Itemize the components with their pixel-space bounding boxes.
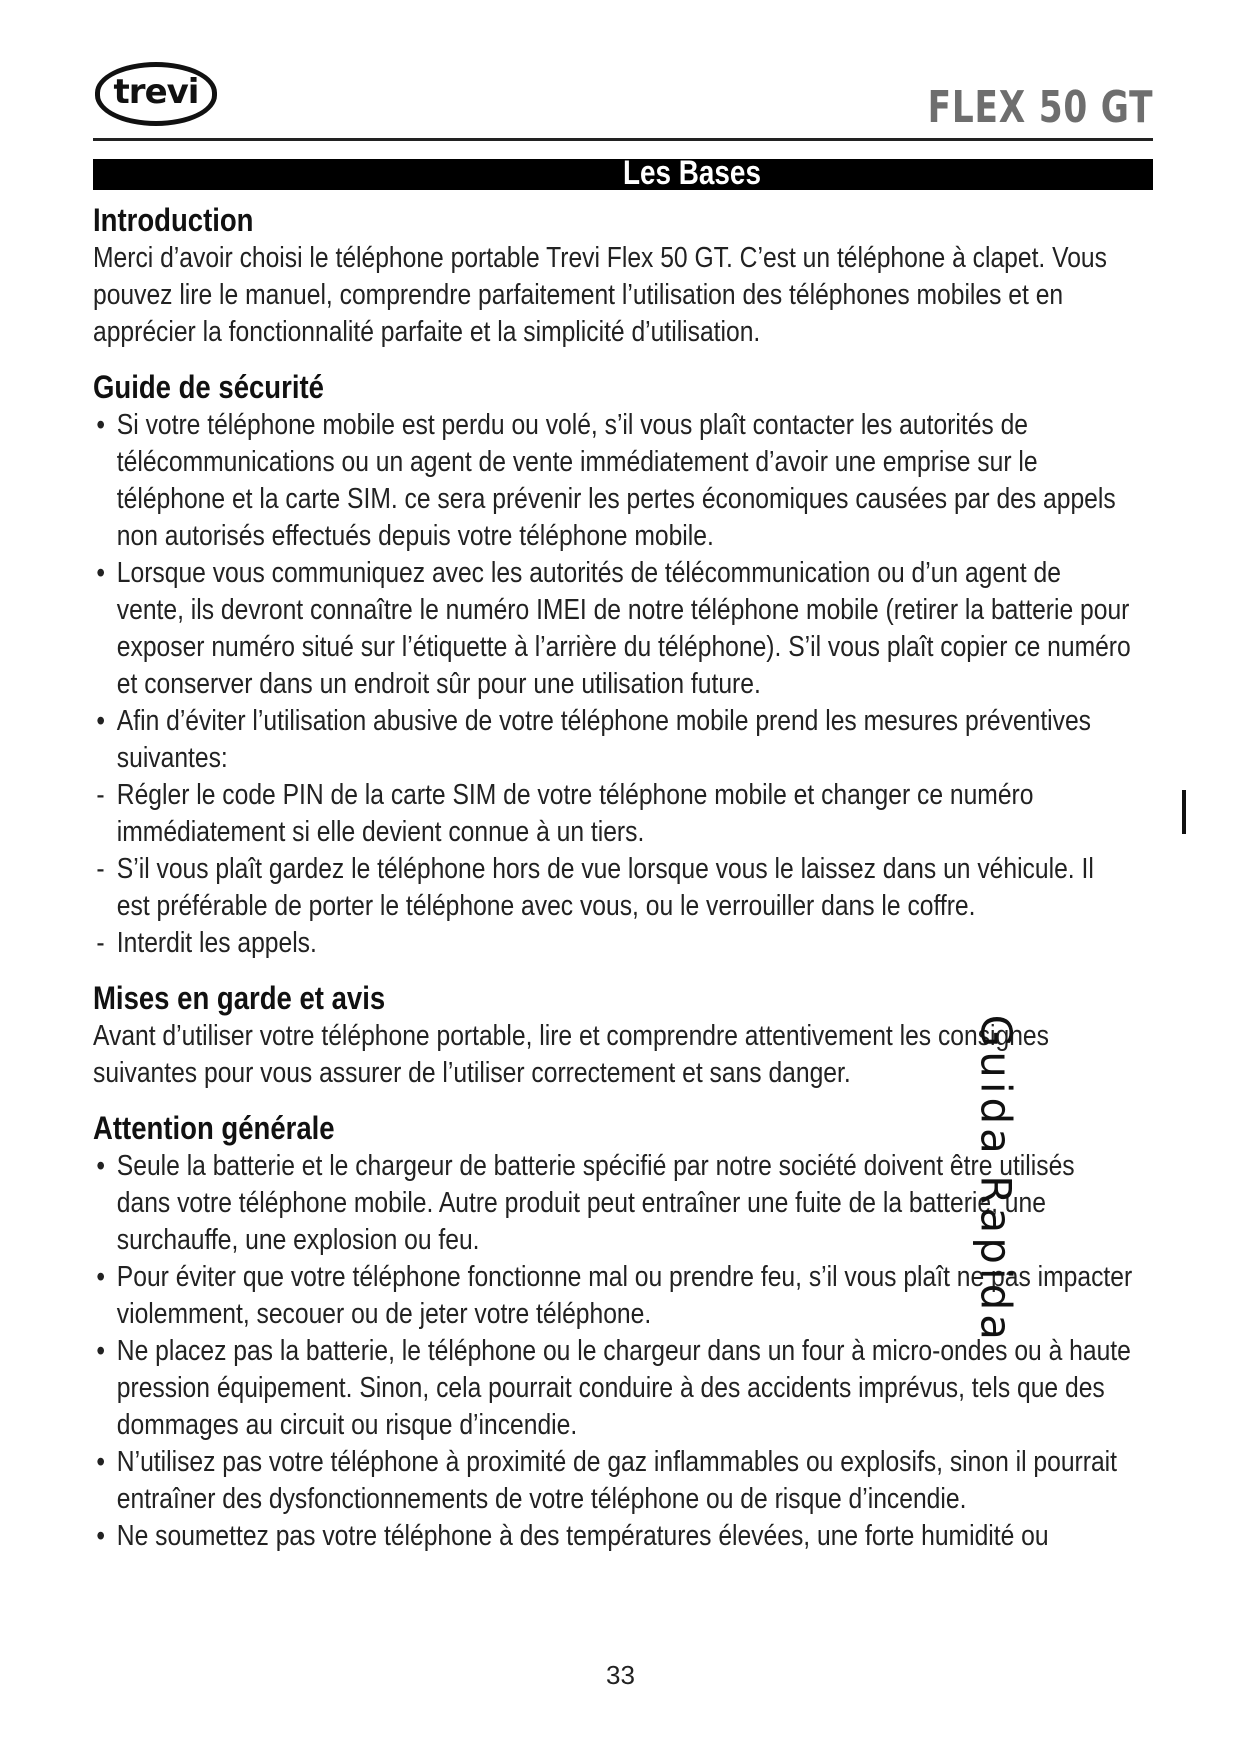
list-item-text: Ne soumettez pas votre téléphone à des températures élevées, une forte humidité ou [116,1520,1049,1552]
list-marker: • [96,409,106,441]
list-marker: • [96,1335,106,1367]
section-banner [93,154,1153,192]
page-number: 33 [606,1660,635,1690]
list-item [93,1333,1133,1444]
section [93,367,1133,962]
list-marker: • [96,557,106,589]
list-marker: - [96,853,105,885]
list-item [93,925,1133,962]
side-tab [971,790,1215,1344]
list-item-text: Ne placez pas la batterie, le téléphone ou le chargeur dans un four à micro-ondes ou à haute pression équipement. Sinon, cela pourrait conduire à des accidents imprévus, tels que des dommages au circuit ou risque d’incendie. [116,1335,1131,1441]
section-heading: Mises en garde et avis [93,980,386,1016]
list-marker: • [96,1261,106,1293]
list-item-text: Seule la batterie et le chargeur de batterie spécifié par notre société doivent être utilisés dans votre téléphone mobile. Autre produit peut entraîner une fuite de la batterie, une surchauffe, une explosion ou feu. [116,1150,1075,1256]
section-heading: Introduction [93,202,254,238]
list-item [93,407,1133,555]
list-marker: - [96,927,105,959]
section-heading: Guide de sécurité [93,369,324,405]
section-banner-title: Les Bases [623,154,761,192]
side-tab-label: Guida Rapida [971,1014,1021,1344]
section [93,200,1133,351]
list-item-text: Lorsque vous communiquez avec les autorités de télécommunication ou d’un agent de vente, ils devront connaître le numéro IMEI de notre téléphone mobile (retirer la batterie pour exposer numéro situé sur l’étiquette à l’arrière du téléphone). S’il vous plaît copier ce numéro et conserver dans un endroit sûr pour une utilisation future. [116,557,1131,700]
list-item-text: S’il vous plaît gardez le téléphone hors de vue lorsque vous le laissez dans un véhicule. Il est préférable de porter le téléphone avec vous, ou le verrouiller dans le coffre. [116,853,1094,922]
list-marker: • [96,1520,106,1552]
list-marker: • [96,1150,106,1182]
list-item [93,703,1133,777]
list-item [93,851,1133,925]
list-item-text: Si votre téléphone mobile est perdu ou volé, s’il vous plaît contacter les autorités de télécommunications ou un agent de vente immédiatement d’avoir une emprise sur le téléphone et la carte SIM. ce sera prévenir les pertes économiques causées par des appels non autorisés effectués depuis votre téléphone mobile. [116,409,1116,552]
list-item-text: Interdit les appels. [116,927,317,959]
list-item-text: N’utilisez pas votre téléphone à proximité de gaz inflammables ou explosifs, sinon il pourrait entraîner des dysfonctionnements de votre téléphone ou de risque d’incendie. [116,1446,1118,1515]
side-tab-bar [1182,790,1186,834]
section-heading: Attention générale [93,1110,335,1146]
list-marker: - [96,779,105,811]
header-rule [93,138,1153,141]
paragraph: Avant d’utiliser votre téléphone portable, lire et comprendre attentivement les consignes suivantes pour vous assurer de l’utiliser correctement et sans danger. [93,1020,1049,1089]
list-marker: • [96,705,106,737]
logo-text: trevi [113,72,199,112]
content-body [93,200,1133,1571]
model-name: FLEX 50 GT [927,82,1153,133]
list-item [93,555,1133,703]
list-item-text: Afin d’éviter l’utilisation abusive de votre téléphone mobile prend les mesures préventives suivantes: [116,705,1092,774]
list-item-text: Pour éviter que votre téléphone fonctionne mal ou prendre feu, s’il vous plaît ne pas impacter violemment, secouer ou de jeter votre téléphone. [116,1261,1133,1330]
paragraph: Merci d’avoir choisi le téléphone portable Trevi Flex 50 GT. C’est un téléphone à clapet. Vous pouvez lire le manuel, comprendre parfaitement l’utilisation des téléphones mobiles et en apprécier la fonctionnalité parfaite et la simplicité d’utilisation. [93,242,1107,348]
list-item [93,777,1133,851]
trevi-logo [95,62,217,126]
list-item [93,1444,1133,1518]
list-item-text: Régler le code PIN de la carte SIM de votre téléphone mobile et changer ce numéro immédiatement si elle devient connue à un tiers. [116,779,1034,848]
list-item [93,1518,1133,1555]
list-marker: • [96,1446,106,1478]
